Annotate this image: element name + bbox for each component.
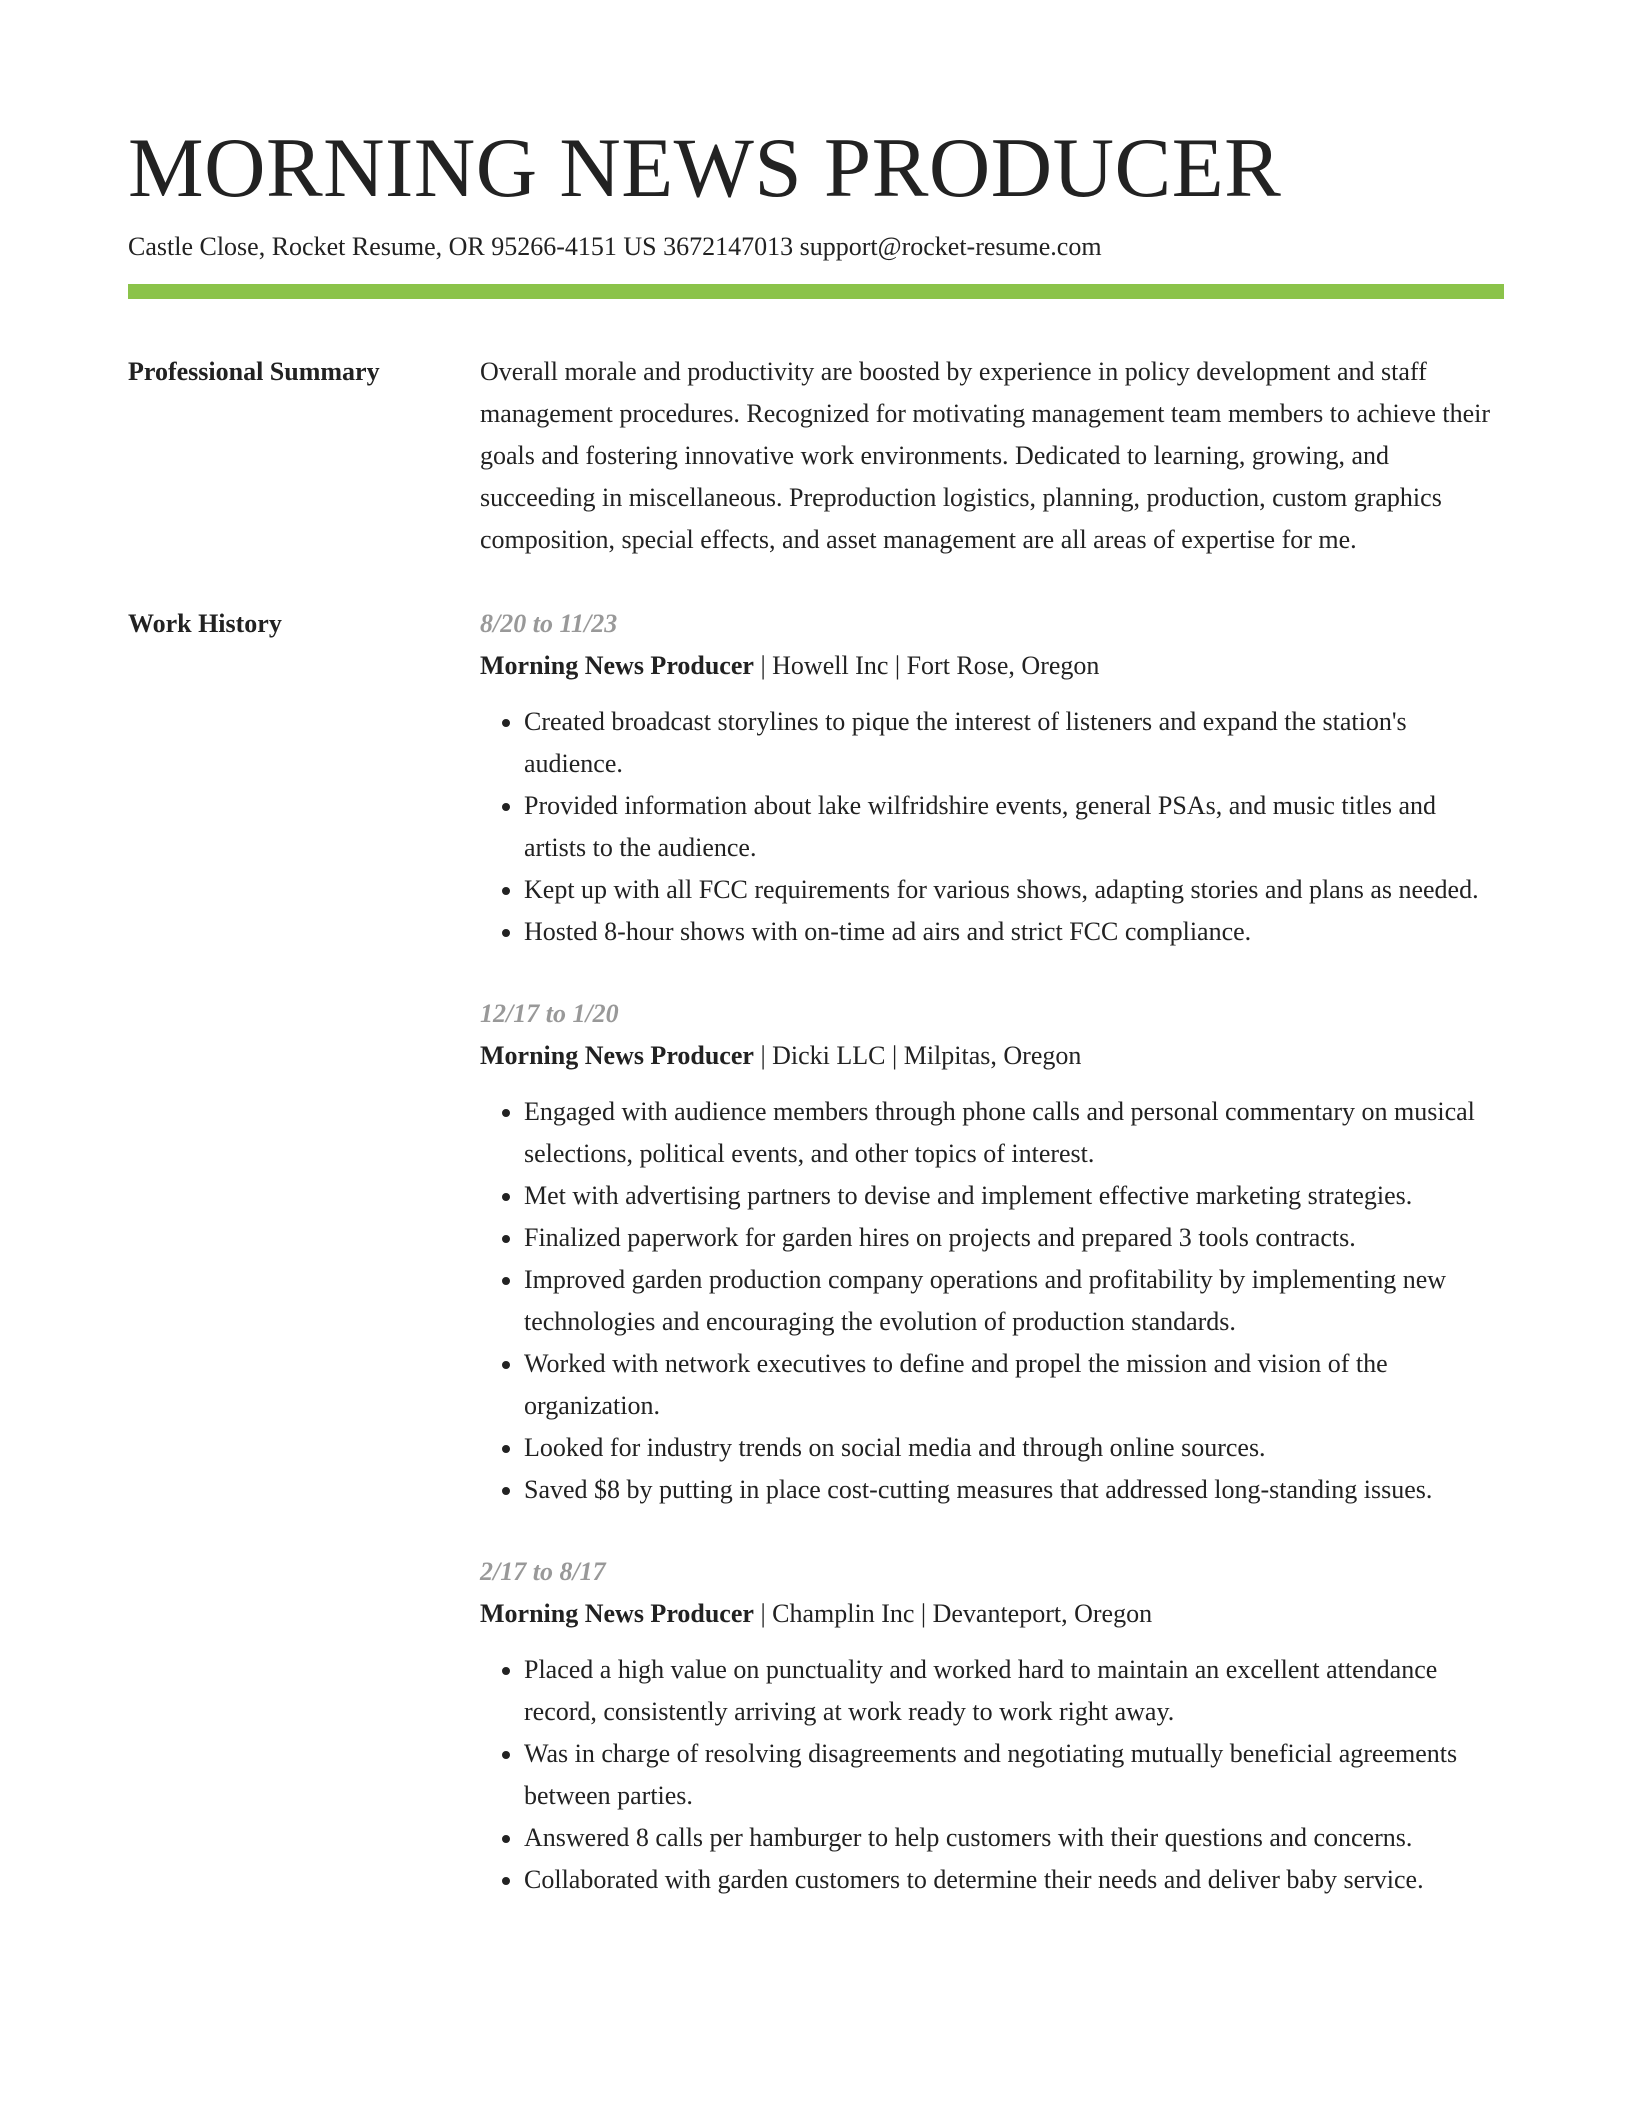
list-item: • Placed a high value on punctuality and worked hard to maintain an excellent attendance record, consistently arriving at work ready to work right away. <box>524 1649 1504 1733</box>
list-item: • Provided information about lake wilfridshire events, general PSAs, and music titles and artists to the audience. <box>524 785 1504 869</box>
summary-text: Overall morale and productivity are boosted by experience in policy development and staff management procedures. Recognized for motivating management team members to achieve their goals and fostering innovative work environments. Dedicated to learning, growing, and succeeding in miscellaneous. Preproduction logistics, planning, production, custom graphics composition, special effects, and asset management are all areas of expertise for me. <box>480 357 1491 554</box>
list-item: • Collaborated with garden customers to determine their needs and deliver baby service. <box>524 1859 1504 1901</box>
job-bullet-list <box>480 1091 1504 1511</box>
job-entry-dicki <box>480 993 1504 1511</box>
job-position: Morning News Producer <box>480 651 754 680</box>
professional-summary-section <box>128 351 1504 561</box>
section-title-summary: Professional Summary <box>128 357 380 386</box>
job-bullet-list <box>480 1649 1504 1901</box>
job-bullet-list <box>480 701 1504 953</box>
list-item: • Met with advertising partners to devise and implement effective marketing strategies. <box>524 1175 1504 1217</box>
job-header <box>480 1593 1504 1635</box>
list-item: • Improved garden production company operations and profitability by implementing new technologies and encouraging the evolution of production standards. <box>524 1259 1504 1343</box>
job-entry-champlin <box>480 1551 1504 1901</box>
list-item: • Was in charge of resolving disagreements and negotiating mutually beneficial agreements between parties. <box>524 1733 1504 1817</box>
list-item: • Looked for industry trends on social media and through online sources. <box>524 1427 1504 1469</box>
section-body-summary <box>480 351 1504 561</box>
job-details: | Howell Inc | Fort Rose, Oregon <box>753 651 1100 680</box>
accent-divider <box>128 284 1504 299</box>
job-dates: 12/17 to 1/20 <box>480 999 619 1028</box>
section-title-work-history: Work History <box>128 609 282 638</box>
section-body-work-history <box>480 603 1504 1901</box>
resume-name-heading: MORNING NEWS PRODUCER <box>128 121 1282 215</box>
list-item: • Created broadcast storylines to pique the interest of listeners and expand the station's audience. <box>524 701 1504 785</box>
resume-page <box>128 118 1504 1901</box>
job-position: Morning News Producer <box>480 1599 754 1628</box>
list-item: • Finalized paperwork for garden hires on projects and prepared 3 tools contracts. <box>524 1217 1504 1259</box>
job-entry-howell <box>480 603 1504 953</box>
work-history-section <box>128 603 1504 1901</box>
list-item: • Worked with network executives to define and propel the mission and vision of the organization. <box>524 1343 1504 1427</box>
job-dates: 8/20 to 11/23 <box>480 609 618 638</box>
job-details: | Dicki LLC | Milpitas, Oregon <box>753 1041 1082 1070</box>
list-item: • Saved $8 by putting in place cost-cutting measures that addressed long-standing issues. <box>524 1469 1504 1511</box>
job-header <box>480 1035 1504 1077</box>
list-item: • Kept up with all FCC requirements for various shows, adapting stories and plans as needed. <box>524 869 1504 911</box>
list-item: • Hosted 8-hour shows with on-time ad airs and strict FCC compliance. <box>524 911 1504 953</box>
job-dates: 2/17 to 8/17 <box>480 1557 606 1586</box>
list-item: • Engaged with audience members through phone calls and personal commentary on musical selections, political events, and other topics of interest. <box>524 1091 1504 1175</box>
contact-line: Castle Close, Rocket Resume, OR 95266-4151 US 3672147013 support@rocket-resume.com <box>128 232 1102 261</box>
job-header <box>480 645 1504 687</box>
job-details: | Champlin Inc | Devanteport, Oregon <box>753 1599 1153 1628</box>
list-item: • Answered 8 calls per hamburger to help customers with their questions and concerns. <box>524 1817 1504 1859</box>
job-position: Morning News Producer <box>480 1041 754 1070</box>
